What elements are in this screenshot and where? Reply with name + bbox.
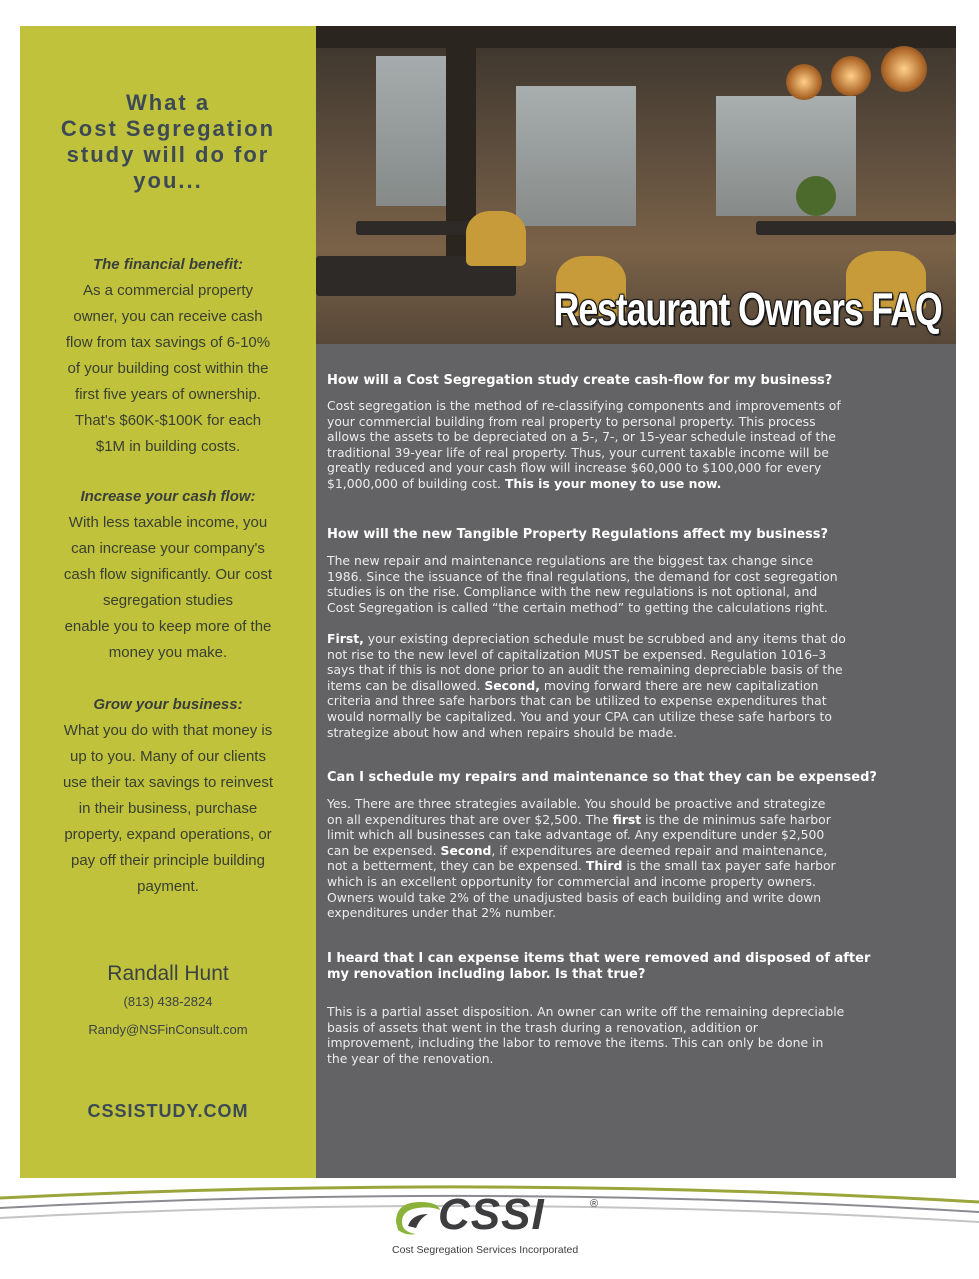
hero-image [316, 26, 956, 344]
section-line: first five years of ownership. [75, 386, 261, 403]
section-increase-cash-flow [38, 484, 298, 666]
section-line: $1M in building costs. [95, 438, 241, 455]
section-grow-business [38, 692, 298, 900]
faq-panel [316, 344, 956, 1178]
sidebar-title-line: What a [125, 90, 211, 115]
hero-table [756, 221, 956, 235]
section-body [38, 510, 298, 666]
answer-text: moving forward there are new capitalization [539, 677, 819, 693]
answer-line: This is a partial asset disposition. An owner can write off the remaining depreciable [327, 1004, 845, 1019]
answer-emphasis: Third [585, 858, 623, 874]
section-heading: Increase your cash flow: [80, 488, 256, 505]
answer-line: says that if this is not done prior to an audit the remaining depreciable basis of the [327, 662, 843, 678]
section-body [38, 718, 298, 900]
section-line: use their tax savings to reinvest [62, 774, 274, 791]
question-line: my renovation including labor. Is that true? [327, 967, 646, 982]
answer-line: which is an excellent opportunity for commercial and income property owners. [327, 873, 816, 889]
section-financial-benefit [38, 252, 298, 460]
answer-emphasis: Second, [484, 677, 540, 693]
section-line: money you make. [108, 644, 228, 661]
answer-line: studies is on the rise. Compliance with the new regulations is not optional, and [327, 584, 818, 600]
answer-emphasis: Second [440, 842, 492, 858]
contact-email[interactable]: Randy@NSFinConsult.com [88, 1022, 248, 1037]
section-line: in their business, purchase [78, 800, 258, 817]
answer-line: allows the assets to be depreciated on a 5-, 7-, or 15-year schedule instead of the [327, 429, 836, 445]
section-body [38, 278, 298, 460]
answer-line: The new repair and maintenance regulations are the biggest tax change since [327, 553, 814, 568]
sidebar-title-line: study will do for [66, 142, 270, 167]
answer-emphasis: This is your money to use now. [504, 475, 722, 491]
section-line: flow from tax savings of 6-10% [65, 334, 271, 351]
cssi-swirl-icon [390, 1196, 442, 1240]
answer-line: basis of assets that went in the trash during a renovation, addition or [327, 1019, 758, 1035]
faq-question: Can I schedule my repairs and maintenance so that they can be expensed? [327, 770, 877, 785]
section-line: property, expand operations, or [64, 826, 272, 843]
sidebar-title [20, 90, 316, 194]
section-line: up to you. Many of our clients [70, 748, 266, 765]
hero-window [376, 56, 446, 206]
answer-text: items can be disallowed. [327, 677, 485, 693]
answer-line: Cost Segregation is called “the certain method” to getting the calculations right. [327, 599, 828, 615]
website-link[interactable]: CSSISTUDY.COM [87, 1101, 249, 1121]
contact-name: Randall Hunt [107, 962, 229, 985]
cssi-logo [390, 1190, 610, 1260]
answer-text: on all expenditures that are over $2,500. The [327, 811, 613, 827]
section-line: pay off their principle building [70, 852, 265, 869]
answer-text: your existing depreciation schedule must be scrubbed and any items that do [363, 631, 846, 646]
answer-line: the year of the renovation. [327, 1050, 494, 1066]
answer-line: traditional 39-year life of real property. Thus, your current taxable income will be [327, 444, 829, 460]
answer-line [327, 631, 949, 647]
section-line: enable you to keep more of the [64, 618, 272, 635]
answer-line: Yes. There are three strategies available. You should be proactive and strategize [327, 796, 826, 811]
answer-text: is the de minimus safe harbor [641, 811, 831, 827]
answer-line: Owners would take 2% of the unadjusted basis of each building and write down [327, 889, 822, 905]
contact-block [20, 960, 316, 1044]
answer-line: limit which all businesses can take advantage of. Any expenditure under $2,500 [327, 827, 825, 843]
answer-line [327, 476, 949, 492]
hero-plant [796, 176, 836, 216]
hero-lamp [786, 64, 822, 100]
answer-text: $1,000,000 of building cost. [327, 475, 501, 491]
sidebar-title-line: you... [133, 168, 203, 193]
answer-line: 1986. Since the issuance of the final regulations, the demand for cost segregation [327, 568, 838, 584]
question-line: I heard that I can expense items that were removed and disposed of after [327, 951, 871, 966]
answer-line [327, 843, 949, 859]
faq-answer [327, 631, 949, 740]
answer-emphasis: first [612, 811, 642, 827]
faq-answer [327, 553, 949, 615]
answer-line: your commercial building from real property to personal property. This process [327, 413, 816, 429]
section-line: owner, you can receive cash [73, 308, 263, 325]
hero-title: Restaurant Owners FAQ [553, 283, 942, 335]
logo-registered: ® [590, 1198, 599, 1210]
answer-line: would normally be capitalized. You and your CPA can utilize these safe harbors to [327, 708, 832, 724]
answer-text: can be expensed. [327, 842, 441, 858]
logo-subtitle: Cost Segregation Services Incorporated [392, 1244, 579, 1256]
hero-lamp [831, 56, 871, 96]
answer-line: expenditures under that 2% number. [327, 905, 557, 921]
answer-line: criteria and three safe harbors that can be utilized to expense expenditures that [327, 693, 827, 709]
answer-text: not a betterment, they can be expensed. [327, 858, 586, 874]
answer-line: greatly reduced and your cash flow will increase $60,000 to $100,000 for every [327, 460, 822, 476]
answer-line [327, 678, 949, 694]
faq-answer [327, 796, 949, 921]
answer-line: strategize about how and when repairs should be made. [327, 724, 678, 740]
answer-line [327, 858, 949, 874]
contact-phone[interactable]: (813) 438-2824 [123, 994, 213, 1009]
section-heading: The financial benefit: [92, 256, 243, 273]
section-line: With less taxable income, you [68, 514, 268, 531]
section-line: What you do with that money is [63, 722, 273, 739]
section-line: payment. [137, 878, 199, 895]
sidebar [20, 26, 316, 1178]
answer-text: , if expenditures are deemed repair and maintenance, [491, 842, 828, 858]
answer-text: is the small tax payer safe harbor [622, 858, 836, 874]
faq-question: How will a Cost Segregation study create cash-flow for my business? [327, 373, 833, 388]
answer-line: not rise to the new level of capitalization MUST be expensed. Regulation 1016–3 [327, 646, 827, 662]
sidebar-title-line: Cost Segregation [60, 116, 276, 141]
section-line: cash flow significantly. Our cost [63, 566, 273, 583]
hero-chair [466, 211, 526, 266]
faq-question [327, 951, 949, 983]
answer-emphasis: First, [327, 631, 364, 646]
faq-answer [327, 1004, 949, 1066]
hero-lamp [881, 46, 927, 92]
faq-answer [327, 398, 949, 492]
hero-window [516, 86, 636, 226]
hero-ceiling [316, 26, 956, 48]
answer-line: improvement, including the labor to remove the items. This can only be done in [327, 1035, 824, 1051]
section-line: As a commercial property [82, 282, 254, 299]
section-line: can increase your company's [71, 540, 265, 557]
logo-wordmark: CSSI [438, 1190, 545, 1239]
section-line: segregation studies [102, 592, 234, 609]
section-line: of your building cost within the [67, 360, 269, 377]
answer-line [327, 812, 949, 828]
section-heading: Grow your business: [93, 696, 243, 713]
answer-line: Cost segregation is the method of re-classifying components and improvements of [327, 398, 841, 413]
faq-question: How will the new Tangible Property Regulations affect my business? [327, 527, 829, 542]
section-line: That's $60K-$100K for each [74, 412, 262, 429]
